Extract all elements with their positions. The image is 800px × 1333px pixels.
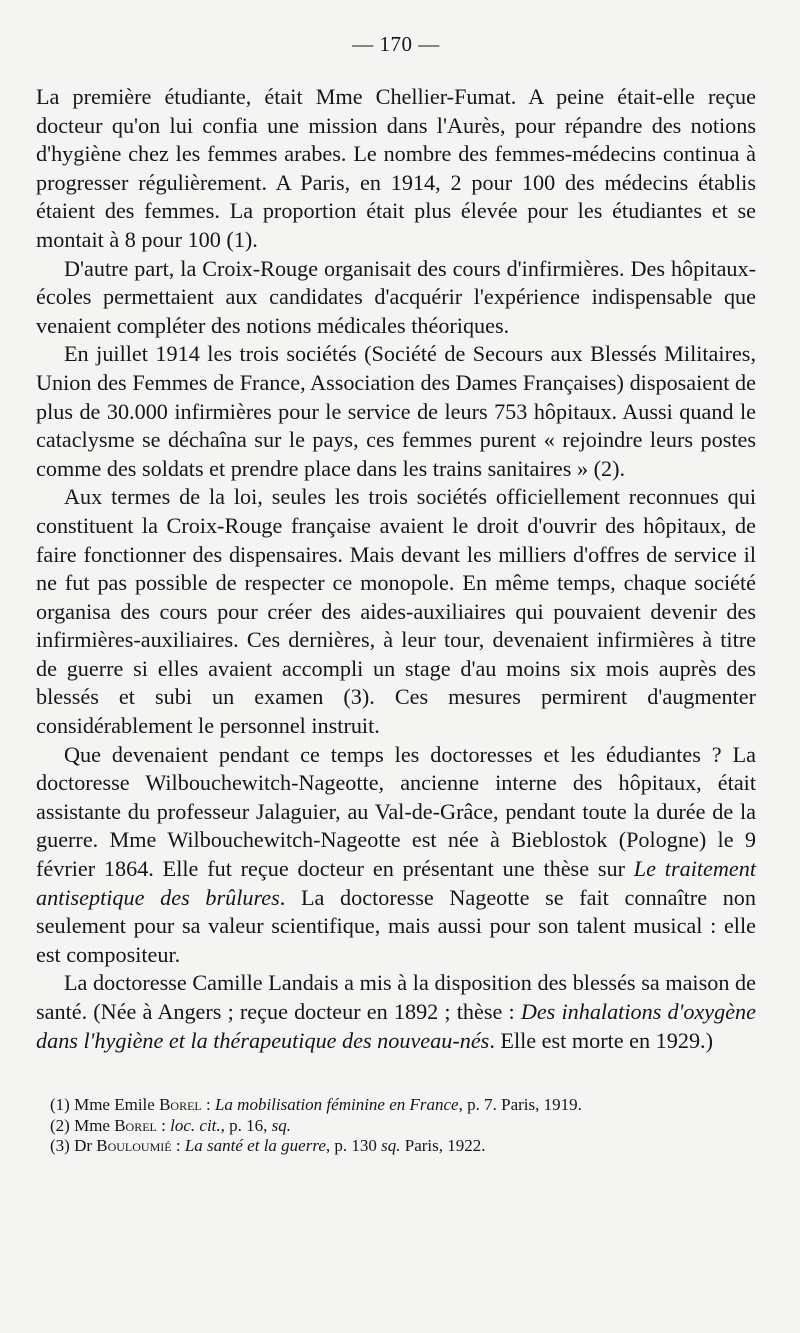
italic-title: La mobilisation féminine en France	[214, 1095, 459, 1115]
paragraph	[36, 483, 756, 740]
text-run: La doctoresse Camille Landais a mis à la disposition des blessés sa maison de santé. (Née à Angers ; reçue docteur en 1892 ; thèse :	[36, 970, 756, 1024]
italic-title: Le traitement antiseptique des brûlures	[36, 856, 756, 910]
footnote	[36, 1095, 756, 1115]
text-run: , p. 7. Paris, 1919.	[458, 1095, 582, 1115]
text-run: . Elle est morte en 1929.)	[489, 1027, 713, 1053]
text-run: En juillet 1914 les trois sociétés (Société de Secours aux Blessés Militaires, Union des Femmes de France, Association des Dames Françaises) disposaient de plus de 30.000 infirmières pour le service de leurs 753 hôpitaux. Aussi quand le cataclysme se déchaîna sur le pays, ces femmes purent « rejoindre leurs postes comme des soldats et prendre place dans les trains sanitaires » (2).	[36, 341, 756, 481]
text-run: :	[201, 1095, 215, 1115]
text-run: (2) Mme	[50, 1115, 115, 1135]
text-run: D'autre part, la Croix-Rouge organisait des cours d'infirmières. Des hôpitaux-écoles permettaient aux candidates d'acquérir l'expérience indispensable que venaient compléter des notions médicales théoriques.	[36, 255, 756, 338]
author-name: Borel	[114, 1115, 157, 1135]
footnote	[36, 1136, 756, 1156]
text-run: (1) Mme Emile	[50, 1095, 160, 1115]
text-run: :	[171, 1136, 185, 1156]
paragraph	[36, 969, 756, 1055]
paragraph	[36, 83, 756, 255]
italic-title: La santé et la guerre	[184, 1136, 326, 1156]
text-run: La première étudiante, était Mme Chellier-Fumat. A peine était-elle reçue docteur qu'on lui confia une mission dans l'Aurès, pour répandre des notions d'hygiène chez les femmes arabes. Le nombre des femmes-médecins continua à progresser régulièrement. A Paris, en 1914, 2 pour 100 des médecins établis étaient des femmes. La proportion était plus élevée pour les étudiantes et se montait à 8 pour 100 (1).	[36, 84, 756, 252]
paragraph	[36, 340, 756, 483]
italic-title: loc. cit.	[170, 1115, 221, 1135]
italic-title: sq.	[271, 1115, 292, 1135]
author-name: Borel	[159, 1095, 202, 1115]
text-run: (3) Dr	[50, 1136, 97, 1156]
author-name: Bouloumié	[96, 1136, 172, 1156]
text-run: , p. 130	[325, 1136, 382, 1156]
text-run: , p. 16,	[220, 1115, 272, 1135]
text-run: Paris, 1922.	[400, 1136, 486, 1156]
text-run: Aux termes de la loi, seules les trois sociétés officiellement reconnues qui constituent la Croix-Rouge française avaient le droit d'ouvrir des hôpitaux, de faire fonctionner des dispensaires. Mais devant les milliers d'offres de service il ne fut pas possible de respecter ce monopole. En même temps, chaque société organisa des cours pour créer des aides-auxiliaires qui pouvaient devenir des infirmières-auxiliaires. Ces dernières, à leur tour, devenaient infirmières à titre de guerre si elles avaient accompli un stage d'au moins six mois auprès des blessés et subi un examen (3). Ces mesures permirent d'augmenter considérablement le personnel instruit.	[36, 484, 756, 739]
footnote	[36, 1116, 756, 1136]
page-number: — 170 —	[352, 32, 440, 56]
paragraph	[36, 741, 756, 970]
body-text	[36, 83, 756, 1055]
text-run: . La doctoresse Nageotte se fait connaître non seulement pour sa valeur scientifique, mais aussi pour son talent musical : elle est compositeur.	[36, 884, 756, 967]
paragraph	[36, 255, 756, 341]
italic-title: Des inhalations d'oxygène dans l'hygiène et la thérapeutique des nouveau-nés	[36, 999, 757, 1053]
italic-title: sq.	[381, 1136, 401, 1156]
text-run: Que devenaient pendant ce temps les doctoresses et les édudiantes ? La doctoresse Wilbouchewitch-Nageotte, ancienne interne des hôpitaux, était assistante du professeur Jalaguier, au Val-de-Grâce, pendant toute la durée de la guerre. Mme Wilbouchewitch-Nageotte est née à Bieblostok (Pologne) le 9 février 1864. Elle fut reçue docteur en présentant une thèse sur	[36, 741, 756, 882]
footnotes	[36, 1095, 756, 1156]
text-run: :	[156, 1115, 171, 1135]
